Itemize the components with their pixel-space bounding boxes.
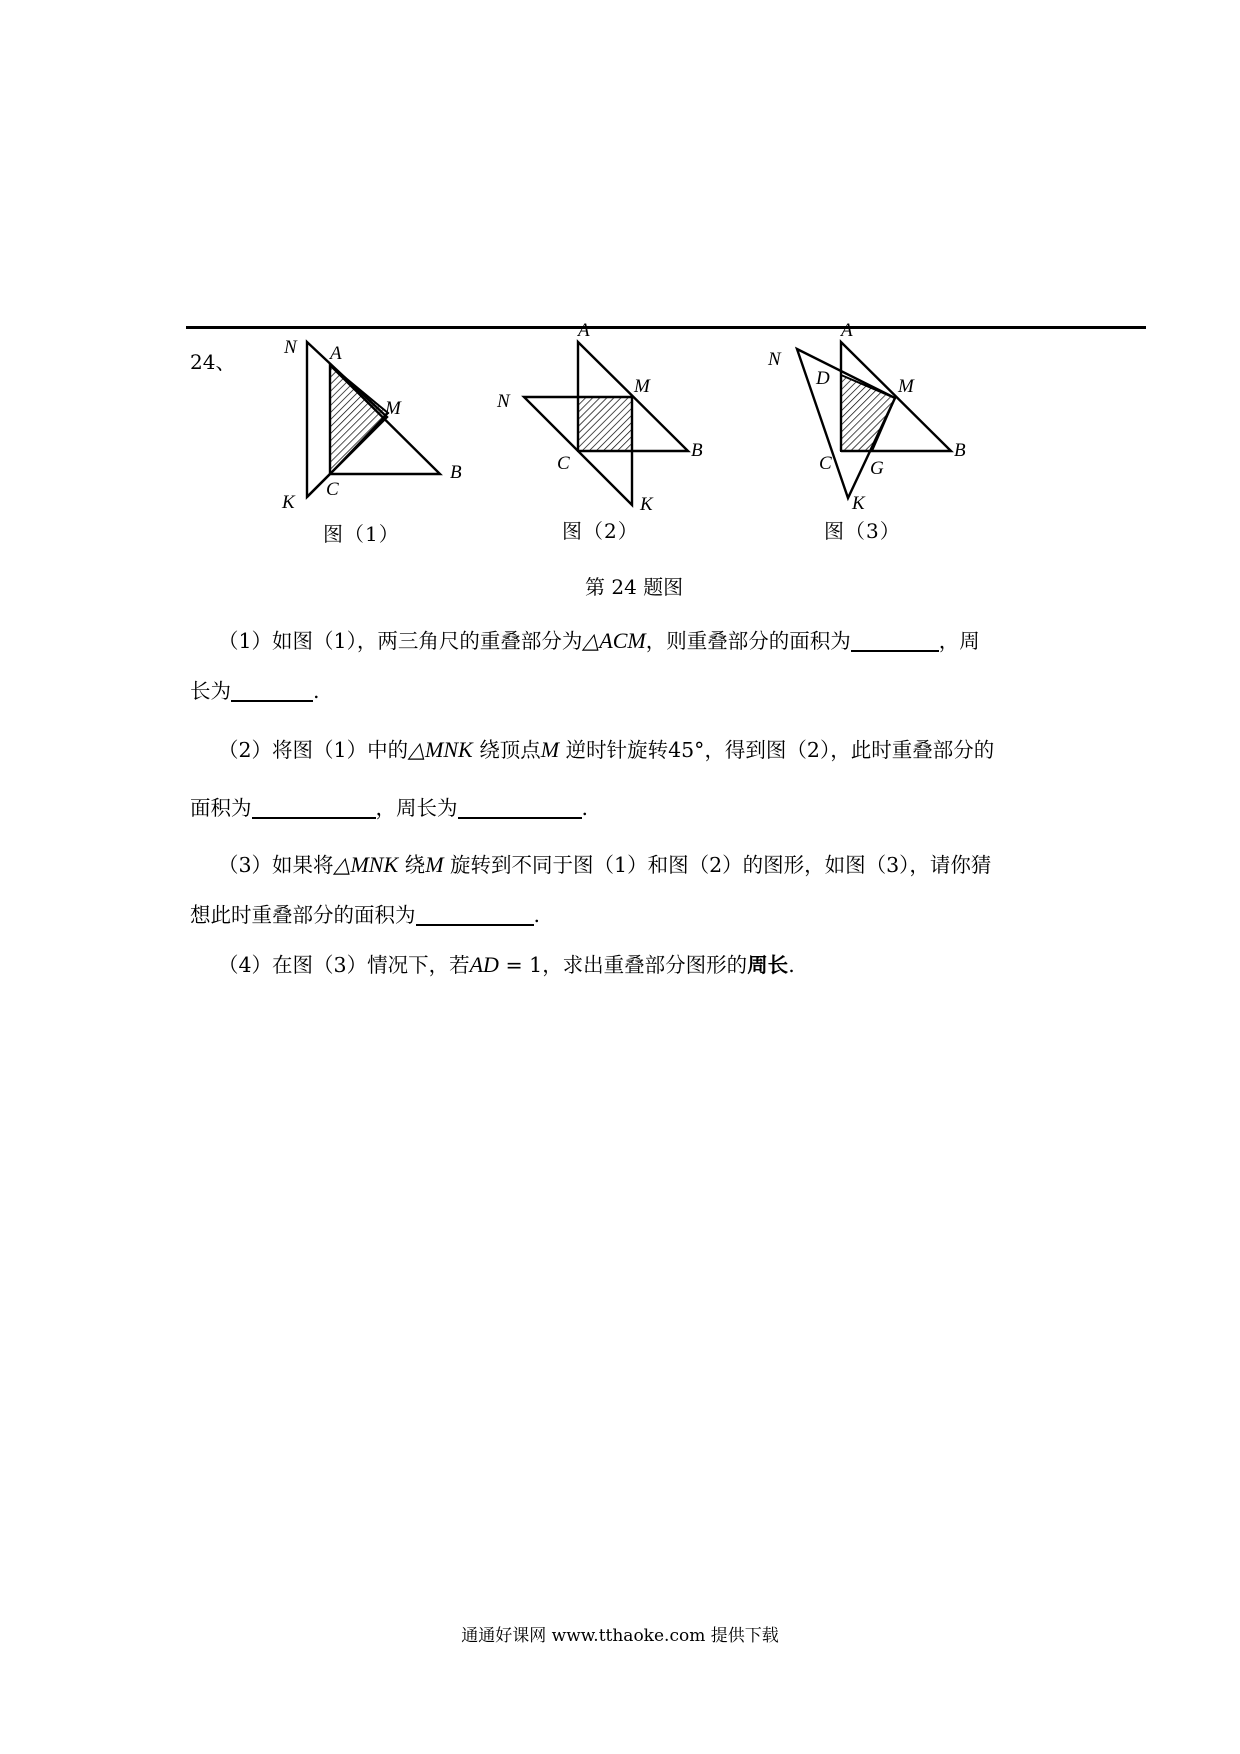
label-A: A [578,320,590,341]
label-M: M [634,376,650,397]
answer-blank-perimeter-1[interactable] [231,677,313,702]
shaded-square [578,397,632,451]
label-N: N [497,391,510,412]
figure-1-drawing [281,337,462,513]
label-A: A [841,320,853,341]
answer-blank-perimeter-2[interactable] [458,794,582,819]
label-C: C [326,479,339,500]
answer-blank-area-1[interactable] [851,627,939,652]
part-1: （1）如图（1），两三角尺的重叠部分为△ACM，则重叠部分的面积为 ，周 [218,628,980,653]
label-M: M [898,376,914,397]
figure-3-caption: 图（3） [824,519,901,543]
label-B: B [954,440,966,461]
label-G: G [870,458,884,479]
part-3: （3）如果将△MNK 绕M 旋转到不同于图（1）和图（2）的图形，如图（3），请你猜 [218,852,992,877]
figure-title: 第 24 题图 [585,575,684,599]
label-B: B [691,440,703,461]
label-K: K [282,492,295,513]
figure-3-drawing [767,320,966,514]
part-2-cont: 面积为 ，周长为 . [190,796,589,820]
label-K: K [852,493,865,514]
part-3-cont: 想此时重叠部分的面积为 . [190,903,541,927]
label-N: N [768,349,781,370]
label-C: C [557,453,570,474]
label-B: B [450,462,462,483]
page-footer: 通通好课网 www.tthaoke.com 提供下载 [461,1626,779,1646]
part-2: （2）将图（1）中的△MNK 绕顶点M 逆时针旋转45°，得到图（2），此时重叠部分的 [218,737,995,762]
label-M: M [385,398,401,419]
figure-2-drawing [496,320,703,515]
figure-2-caption: 图（2） [562,519,639,543]
label-C: C [819,453,832,474]
label-K: K [640,494,653,515]
shaded-acm [330,365,388,474]
figure-1-caption: 图（1） [323,522,400,546]
label-D: D [816,368,830,389]
label-N: N [284,337,297,358]
figure-1 [0,0,1240,600]
part-1-cont: 长为 . [190,679,320,703]
answer-blank-area-3[interactable] [416,901,534,926]
part-4: （4）在图（3）情况下，若AD = 1，求出重叠部分图形的周长. [218,952,795,977]
question-number: 24、 [190,350,236,374]
label-A: A [330,343,342,364]
answer-blank-area-2[interactable] [252,794,376,819]
